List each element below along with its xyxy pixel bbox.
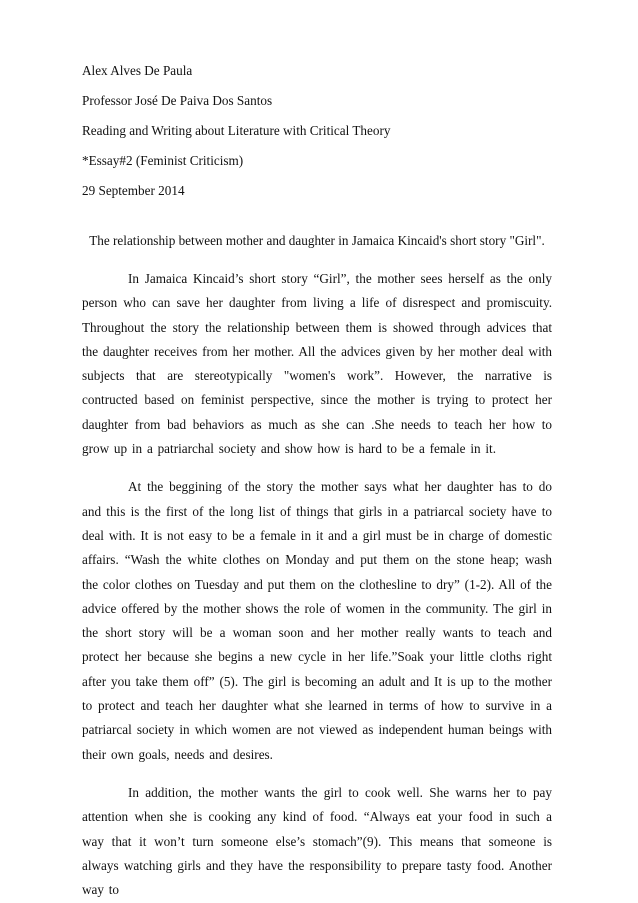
- paragraph-2: At the beggining of the story the mother says what her daughter has to do and this is the first of the long list of things that girls in a patriarcal society have to deal with. It is not easy to be a female in it and a girl must be in charge of domestic affairs. “Wash the white clothes on Monday and put them on the stone heap; wash the color clothes on Tuesday and put them on the clothesline to dry” (1-2). All of the advice offered by the mother shows the role of women in the community. The girl in the short story will be a woman soon and her mother really wants to teach and protect her because she begins a new cycle in her life.”Soak your little cloths right after you take them off” (5). The girl is becoming an adult and It is up to the mother to protect and teach her daughter what she learned in terms of how to survive in a patriarcal society in which women are not viewed as independent human beings with their own goals, needs and desires.: [82, 479, 552, 762]
- essay-title: The relationship between mother and daughter in Jamaica Kincaid's short story "Girl".: [89, 233, 545, 248]
- paragraph-3: In addition, the mother wants the girl to cook well. She warns her to pay attention when she is cooking any kind of food. “Always eat your food in such a way that it won’t turn someone else’s stomach”(9). This means that someone is always watching girls and they have the responsibility to prepare tasty food. Another way to: [82, 784, 552, 898]
- header-block: [82, 63, 552, 199]
- essay-date: 29 September 2014: [82, 183, 185, 198]
- assignment-label: *Essay#2 (Feminist Criticism): [82, 153, 244, 168]
- author-name: Alex Alves De Paula: [82, 63, 193, 78]
- course-title: Reading and Writing about Literature with Critical Theory: [82, 123, 391, 138]
- paragraph-1: In Jamaica Kincaid’s short story “Girl”, the mother sees herself as the only person who can save her daughter from living a life of disrespect and promiscuity. Throughout the story the relationship between them is showed through advices that the daughter receives from her mother. All the advices given by her mother deal with subjects that are stereotypically "women's work”. However, the narrative is contructed based on feminist perspective, since the mother is trying to protect her daughter from bad behaviors as much as she can .She needs to teach her how to grow up in a patriarchal society and show how is hard to be a female in it.: [82, 271, 552, 457]
- professor-name: Professor José De Paiva Dos Santos: [82, 93, 273, 108]
- essay-body: [82, 267, 552, 902]
